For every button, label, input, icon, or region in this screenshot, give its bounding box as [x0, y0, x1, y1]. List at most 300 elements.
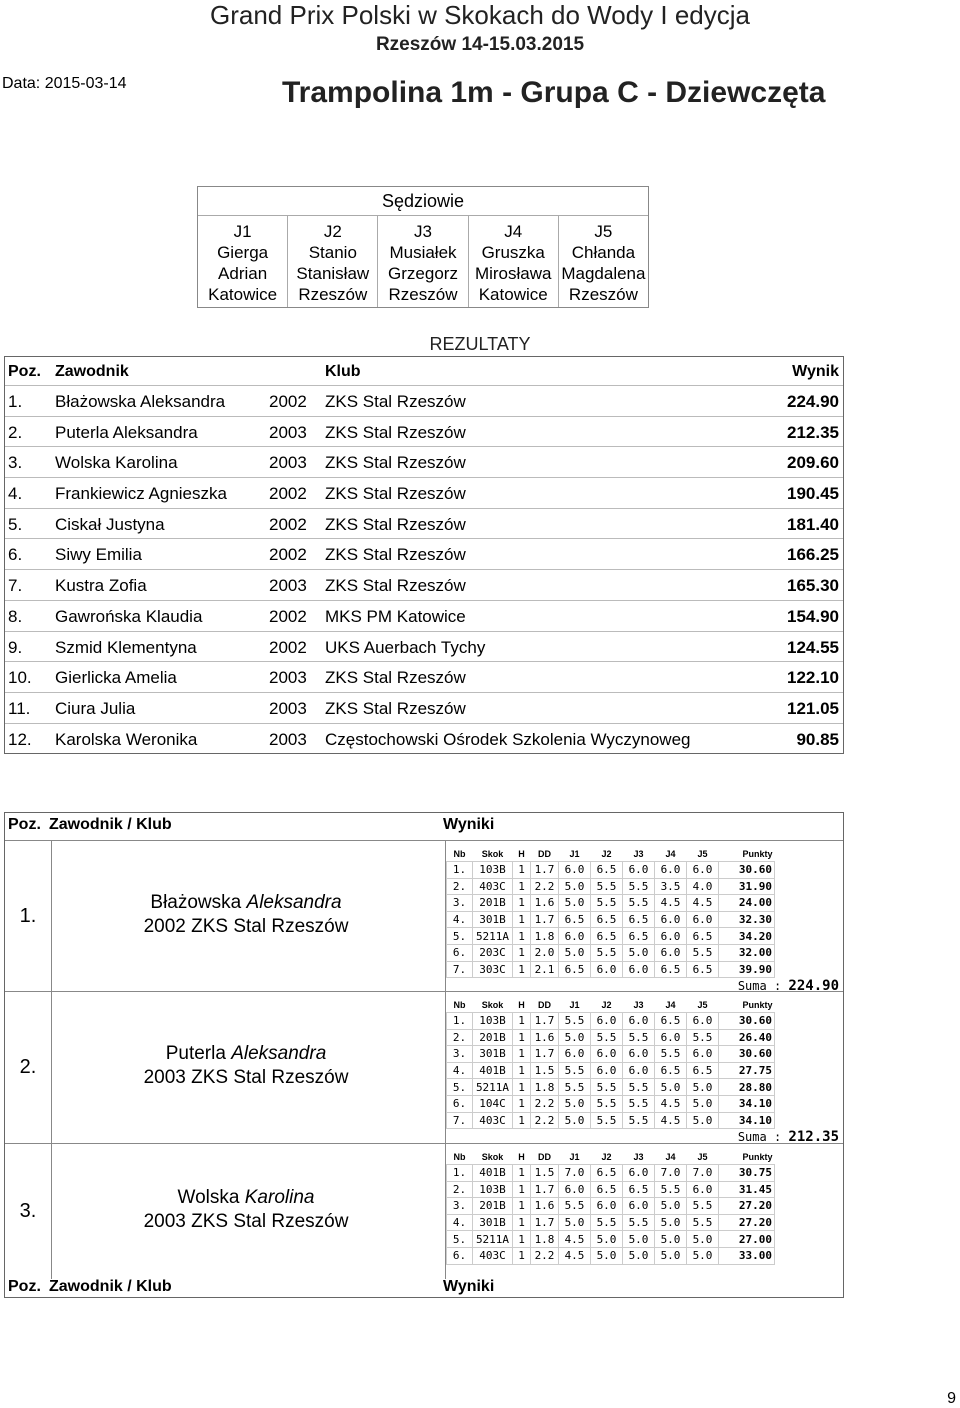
- result-pos: 5.: [8, 514, 23, 534]
- dive-row: [447, 1046, 775, 1063]
- page-subtitle: Rzeszów 14-15.03.2015: [375, 34, 585, 55]
- header-name: Zawodnik: [55, 363, 129, 380]
- dive-cell: 6.0: [623, 1062, 655, 1079]
- dive-cell: 6.0: [559, 928, 591, 945]
- result-year: 2003: [269, 453, 307, 473]
- dive-cell: 5.5: [623, 1095, 655, 1112]
- dive-cell: 1.: [447, 1165, 473, 1182]
- dive-header-cell: Punkty: [742, 1000, 773, 1010]
- dive-cell: 3.: [447, 1198, 473, 1215]
- dive-cell: 27.00: [719, 1231, 775, 1248]
- dive-cell: 5.5: [687, 1029, 719, 1046]
- dive-cell: 5.0: [655, 1231, 687, 1248]
- result-score: 190.45: [787, 484, 839, 504]
- dive-cell: 1: [513, 1247, 531, 1264]
- dive-cell: 6.5: [655, 1013, 687, 1030]
- dive-cell: 6.5: [655, 1062, 687, 1079]
- dive-cell: 5.0: [687, 1231, 719, 1248]
- athlete-last: Błażowska: [150, 891, 242, 913]
- athlete-name: [51, 841, 440, 992]
- result-year: 2002: [269, 484, 307, 504]
- dive-header-cell: J4: [665, 849, 676, 859]
- dive-header-cell: J1: [569, 849, 580, 859]
- dive-cell: 7.0: [559, 1165, 591, 1182]
- dive-cell: 1: [513, 1046, 531, 1063]
- judge-column: [198, 216, 287, 307]
- dive-header-cell: H: [518, 1152, 525, 1162]
- dive-cell: 30.75: [719, 1165, 775, 1182]
- dive-cell: 103B: [473, 1181, 513, 1198]
- athlete-name-line: [52, 891, 440, 915]
- dive-cell: 2.: [447, 878, 473, 895]
- dive-row: [447, 1013, 775, 1030]
- dive-cell: 6.5: [687, 1062, 719, 1079]
- judge-id: J5: [594, 222, 613, 241]
- result-pos: 10.: [8, 668, 32, 688]
- dive-cell: 6.5: [591, 928, 623, 945]
- dive-cell: 403C: [473, 1112, 513, 1129]
- result-year: 2003: [269, 729, 307, 749]
- result-year: 2003: [269, 422, 307, 442]
- dive-cell: 5.5: [687, 1214, 719, 1231]
- dive-cell: 6.0: [591, 961, 623, 978]
- dive-cell: 1.: [447, 1013, 473, 1030]
- dives-header-row: [447, 847, 775, 862]
- judge-id: J3: [414, 222, 432, 241]
- dive-cell: 1.8: [531, 928, 559, 945]
- dive-cell: 6.0: [591, 1013, 623, 1030]
- event-title: Trampolina 1m - Grupa C - Dziewczęta: [282, 76, 826, 109]
- dive-row: [447, 1231, 775, 1248]
- dive-cell: 6.0: [623, 961, 655, 978]
- dive-cell: 201B: [473, 1198, 513, 1215]
- athlete-name-inner: [52, 1042, 440, 1090]
- dive-cell: 6.5: [591, 911, 623, 928]
- header-pos: Poz.: [8, 363, 41, 380]
- dive-cell: 2.: [447, 1029, 473, 1046]
- result-name: Frankiewicz Agnieszka: [55, 484, 227, 504]
- dive-header-cell: Nb: [453, 1000, 466, 1010]
- dive-cell: 6.0: [655, 1029, 687, 1046]
- athlete-club-line: 2003 ZKS Stal Rzeszów: [143, 1067, 349, 1088]
- dive-cell: 5.5: [623, 1214, 655, 1231]
- dive-cell: 5.0: [559, 1112, 591, 1129]
- athlete-dives: [445, 1144, 843, 1279]
- dive-header-cell: J3: [633, 1000, 644, 1010]
- dive-cell: 1: [513, 1181, 531, 1198]
- dive-header-cell: DD: [538, 1000, 551, 1010]
- dive-cell: 301B: [473, 911, 513, 928]
- dive-header-cell: Skok: [481, 1000, 504, 1010]
- dive-cell: 1: [513, 1013, 531, 1030]
- dive-cell: 4.0: [687, 878, 719, 895]
- result-row: [5, 723, 843, 754]
- dive-cell: 1.7: [531, 862, 559, 879]
- dive-header-cell: J2: [601, 849, 612, 859]
- page-title: Grand Prix Polski w Skokach do Wody I edycja: [210, 0, 750, 30]
- dive-cell: 6.0: [687, 1013, 719, 1030]
- dive-row: [447, 1181, 775, 1198]
- result-pos: 11.: [8, 698, 31, 718]
- dive-cell: 5.5: [623, 1029, 655, 1046]
- dive-cell: 6.0: [655, 944, 687, 961]
- result-score: 224.90: [787, 392, 839, 411]
- dive-header-cell: J1: [569, 1152, 580, 1162]
- dive-cell: 4.5: [559, 1231, 591, 1248]
- result-name: Kustra Zofia: [55, 576, 147, 596]
- dive-cell: 3.5: [655, 878, 687, 895]
- dive-row: [447, 1165, 775, 1182]
- dive-cell: 6.5: [623, 911, 655, 928]
- dive-header-cell: J5: [697, 1000, 708, 1010]
- dive-header-cell: J4: [665, 1000, 676, 1010]
- dive-cell: 6.0: [687, 862, 719, 879]
- dive-row: [447, 911, 775, 928]
- result-score: 122.10: [787, 668, 839, 688]
- athlete-first: Karolina: [244, 1186, 315, 1208]
- result-row: [5, 477, 843, 508]
- sum-label: Suma :: [737, 1130, 782, 1145]
- dive-cell: 1: [513, 1095, 531, 1112]
- result-row: [5, 661, 843, 692]
- result-pos: 6.: [8, 545, 23, 565]
- athlete-last: Wolska: [177, 1186, 240, 1208]
- dive-cell: 6.0: [655, 862, 687, 879]
- result-year: 2003: [269, 576, 307, 596]
- dive-cell: 2.2: [531, 1247, 559, 1264]
- result-club: ZKS Stal Rzeszów: [325, 576, 466, 596]
- dive-cell: 5211A: [473, 1079, 513, 1096]
- dives-table: [446, 998, 775, 1129]
- dive-cell: 6.5: [591, 862, 623, 879]
- dive-row: [447, 1095, 775, 1112]
- result-year: 2002: [269, 545, 307, 565]
- result-pos: 7.: [8, 576, 23, 596]
- athlete-name-inner: [52, 891, 440, 939]
- result-club: MKS PM Katowice: [325, 606, 466, 626]
- dive-cell: 1: [513, 911, 531, 928]
- dive-row: [447, 1029, 775, 1046]
- judge-id: J2: [323, 222, 342, 241]
- dive-cell: 5.: [447, 1079, 473, 1096]
- result-name: Puterla Aleksandra: [55, 422, 198, 442]
- dive-cell: 7.0: [687, 1165, 719, 1182]
- dive-cell: 5.5: [655, 1046, 687, 1063]
- dive-cell: 103B: [473, 862, 513, 879]
- dive-header-cell: DD: [538, 1152, 551, 1162]
- details-table: [4, 812, 844, 1298]
- dive-cell: 5.5: [655, 1181, 687, 1198]
- result-club: UKS Auerbach Tychy: [325, 637, 486, 657]
- dive-cell: 5.0: [559, 1214, 591, 1231]
- result-score: 181.40: [787, 514, 839, 534]
- dive-cell: 6.5: [559, 961, 591, 978]
- header-score: Wynik: [792, 363, 839, 380]
- dive-cell: 5.5: [623, 1112, 655, 1129]
- dive-cell: 5.5: [559, 1013, 591, 1030]
- dive-cell: 104C: [473, 1095, 513, 1112]
- dive-cell: 5211A: [473, 1231, 513, 1248]
- dive-cell: 301B: [473, 1214, 513, 1231]
- dive-cell: 1: [513, 1165, 531, 1182]
- dive-cell: 2.: [447, 1181, 473, 1198]
- dive-cell: 301B: [473, 1046, 513, 1063]
- athlete-dives: [445, 841, 843, 995]
- result-pos: 9.: [8, 637, 23, 657]
- dive-cell: 6.5: [591, 1165, 623, 1182]
- dive-cell: 6.0: [559, 862, 591, 879]
- dive-cell: 401B: [473, 1165, 513, 1182]
- athlete-name: [51, 1144, 440, 1279]
- dive-cell: 5.5: [623, 895, 655, 912]
- dive-cell: 1.7: [531, 1214, 559, 1231]
- result-row: [5, 416, 843, 447]
- dive-row: [447, 961, 775, 978]
- dive-cell: 1: [513, 1231, 531, 1248]
- result-club: ZKS Stal Rzeszów: [325, 484, 466, 504]
- dive-cell: 403C: [473, 878, 513, 895]
- dive-header-cell: Punkty: [742, 1152, 773, 1162]
- dive-cell: 26.40: [719, 1029, 775, 1046]
- details-header-athlete: Zawodnik / Klub: [49, 816, 172, 833]
- dive-cell: 1.7: [531, 911, 559, 928]
- dive-cell: 1: [513, 1214, 531, 1231]
- dive-cell: 4.5: [655, 1112, 687, 1129]
- dive-cell: 1.7: [531, 1046, 559, 1063]
- dive-row: [447, 878, 775, 895]
- athlete-pos: 1.: [19, 904, 37, 927]
- dive-cell: 34.10: [719, 1112, 775, 1129]
- judge-last: Magdalena: [561, 264, 646, 283]
- dive-cell: 4.: [447, 1062, 473, 1079]
- dive-cell: 2.0: [531, 944, 559, 961]
- dive-cell: 4.: [447, 911, 473, 928]
- judge-city: Katowice: [478, 285, 548, 304]
- dive-row: [447, 895, 775, 912]
- dive-cell: 5.5: [591, 895, 623, 912]
- dive-cell: 6.: [447, 944, 473, 961]
- dive-cell: 5.0: [559, 944, 591, 961]
- dive-cell: 1.6: [531, 895, 559, 912]
- dive-cell: 6.0: [623, 1198, 655, 1215]
- dive-cell: 1.8: [531, 1231, 559, 1248]
- judge-column: [377, 216, 467, 307]
- dive-header-cell: H: [518, 849, 525, 859]
- result-row: [5, 385, 843, 416]
- dive-cell: 5.0: [623, 944, 655, 961]
- result-year: 2002: [269, 606, 307, 626]
- judge-first: Gruszka: [481, 243, 545, 262]
- dive-cell: 1.5: [531, 1165, 559, 1182]
- result-row: [5, 538, 843, 569]
- athlete-name-line: [52, 1042, 440, 1066]
- dive-cell: 27.75: [719, 1062, 775, 1079]
- dive-cell: 6.0: [559, 1181, 591, 1198]
- dive-cell: 6.0: [591, 1198, 623, 1215]
- dive-row: [447, 1247, 775, 1264]
- dive-cell: 5.0: [655, 1198, 687, 1215]
- dive-cell: 1.6: [531, 1198, 559, 1215]
- dive-cell: 5.5: [591, 1095, 623, 1112]
- result-name: Karolska Weronika: [55, 729, 198, 749]
- dive-cell: 5.5: [559, 1062, 591, 1079]
- dive-cell: 5.0: [687, 1247, 719, 1264]
- dive-cell: 1.7: [531, 1013, 559, 1030]
- dive-cell: 4.5: [687, 895, 719, 912]
- dive-cell: 30.60: [719, 1046, 775, 1063]
- dive-cell: 6.0: [591, 1062, 623, 1079]
- dive-cell: 5.5: [591, 1214, 623, 1231]
- results-title: REZULTATY: [429, 334, 531, 354]
- dive-cell: 24.00: [719, 895, 775, 912]
- result-club: ZKS Stal Rzeszów: [325, 668, 466, 688]
- dive-cell: 1: [513, 928, 531, 945]
- dive-cell: 5.5: [687, 1198, 719, 1215]
- judge-first: Stanio: [308, 243, 357, 262]
- dive-cell: 5.0: [591, 1231, 623, 1248]
- dive-cell: 6.0: [559, 1046, 591, 1063]
- details-footer-pos: Poz.: [8, 1278, 41, 1295]
- judge-last: Grzegorz: [388, 264, 458, 283]
- athlete-last: Puterla: [165, 1043, 226, 1064]
- dive-cell: 6.5: [623, 1181, 655, 1198]
- dive-cell: 3.: [447, 1046, 473, 1063]
- dive-cell: 5.0: [655, 1079, 687, 1096]
- athlete-name-inner: [52, 1186, 440, 1234]
- dive-cell: 7.: [447, 961, 473, 978]
- dive-cell: 1: [513, 944, 531, 961]
- result-club: ZKS Stal Rzeszów: [325, 422, 466, 442]
- result-year: 2003: [269, 698, 307, 718]
- dives-table: [446, 847, 775, 978]
- judge-city: Rzeszów: [388, 285, 458, 304]
- details-footer-athlete: Zawodnik / Klub: [49, 1278, 172, 1295]
- dive-cell: 2.2: [531, 1112, 559, 1129]
- result-club: Częstochowski Ośrodek Szkolenia Wyczynoweg: [325, 729, 691, 749]
- dive-cell: 1: [513, 862, 531, 879]
- dive-cell: 2.2: [531, 1095, 559, 1112]
- dive-cell: 28.80: [719, 1079, 775, 1096]
- result-club: ZKS Stal Rzeszów: [325, 453, 466, 473]
- details-header-pos: Poz.: [8, 816, 41, 833]
- results-table: [4, 356, 844, 754]
- result-pos: 2.: [8, 422, 23, 442]
- dive-cell: 6.5: [655, 961, 687, 978]
- result-name: Ciskał Justyna: [55, 514, 165, 534]
- result-score: 124.55: [787, 637, 839, 657]
- dive-row: [447, 1112, 775, 1129]
- judge-column: [287, 216, 377, 307]
- athlete-pos: 3.: [19, 1199, 37, 1222]
- athlete-pos: 2.: [19, 1056, 37, 1078]
- result-row: [5, 569, 843, 600]
- dive-cell: 2.1: [531, 961, 559, 978]
- judge-first: Gierga: [217, 243, 269, 262]
- dive-header-cell: J3: [633, 1152, 644, 1162]
- dive-cell: 201B: [473, 1029, 513, 1046]
- dive-cell: 5.5: [623, 1079, 655, 1096]
- dive-cell: 5.0: [559, 1095, 591, 1112]
- judge-first: Musiałek: [389, 243, 457, 262]
- dive-header-cell: J4: [665, 1152, 676, 1162]
- athlete-name: [51, 992, 440, 1144]
- dive-cell: 5.5: [591, 1029, 623, 1046]
- dive-cell: 5.5: [559, 1198, 591, 1215]
- dive-cell: 1: [513, 878, 531, 895]
- athlete-dives: [445, 992, 843, 1144]
- result-name: Gawrońska Klaudia: [55, 606, 203, 626]
- dive-cell: 5.0: [687, 1079, 719, 1096]
- result-score: 165.30: [787, 576, 839, 596]
- judges-columns: [198, 215, 648, 307]
- result-score: 154.90: [787, 606, 839, 626]
- dive-cell: 1: [513, 1079, 531, 1096]
- dive-cell: 5.5: [559, 1079, 591, 1096]
- result-club: ZKS Stal Rzeszów: [325, 514, 466, 534]
- dive-cell: 32.30: [719, 911, 775, 928]
- dive-cell: 4.5: [655, 895, 687, 912]
- dives-header-row: [447, 998, 775, 1013]
- dive-cell: 5.5: [591, 944, 623, 961]
- dive-cell: 7.0: [655, 1165, 687, 1182]
- details-header-dives: Wyniki: [443, 816, 495, 833]
- judges-heading: Sędziowie: [381, 191, 465, 211]
- dive-cell: 31.90: [719, 878, 775, 895]
- dive-header-cell: J5: [697, 1152, 708, 1162]
- dive-row: [447, 928, 775, 945]
- dive-cell: 1: [513, 1112, 531, 1129]
- dive-cell: 5.5: [687, 944, 719, 961]
- dives-header-row: [447, 1150, 775, 1165]
- result-row: [5, 446, 843, 477]
- dive-cell: 31.45: [719, 1181, 775, 1198]
- date-label: Data: 2015-03-14: [2, 75, 127, 92]
- dive-cell: 6.0: [655, 911, 687, 928]
- dive-cell: 34.10: [719, 1095, 775, 1112]
- dive-cell: 5.5: [591, 878, 623, 895]
- judge-city: Rzeszów: [298, 285, 368, 304]
- result-pos: 1.: [8, 392, 23, 411]
- sum-total: 224.90: [788, 978, 839, 995]
- judge-city: Katowice: [208, 285, 278, 304]
- dive-cell: 5.0: [559, 1029, 591, 1046]
- athlete-first: Aleksandra: [246, 891, 342, 913]
- result-row: [5, 600, 843, 631]
- dive-cell: 5.0: [559, 878, 591, 895]
- dive-cell: 1: [513, 961, 531, 978]
- result-row: [5, 631, 843, 662]
- dive-cell: 6.0: [687, 1046, 719, 1063]
- dive-cell: 30.60: [719, 862, 775, 879]
- dive-cell: 6.0: [591, 1046, 623, 1063]
- judge-last: Adrian: [218, 264, 268, 283]
- result-year: 2002: [269, 637, 307, 657]
- dive-cell: 1.: [447, 862, 473, 879]
- dive-cell: 5.5: [591, 1112, 623, 1129]
- dive-cell: 1: [513, 1198, 531, 1215]
- dive-cell: 33.00: [719, 1247, 775, 1264]
- dive-cell: 1.7: [531, 1181, 559, 1198]
- result-score: 121.05: [787, 698, 839, 718]
- dive-header-cell: Punkty: [742, 849, 773, 859]
- dive-cell: 6.0: [623, 1165, 655, 1182]
- dive-cell: 27.20: [719, 1214, 775, 1231]
- dive-cell: 5.0: [655, 1247, 687, 1264]
- dive-cell: 7.: [447, 1112, 473, 1129]
- dive-cell: 6.0: [623, 1046, 655, 1063]
- dive-cell: 6.0: [623, 1013, 655, 1030]
- judges-panel: [197, 186, 649, 308]
